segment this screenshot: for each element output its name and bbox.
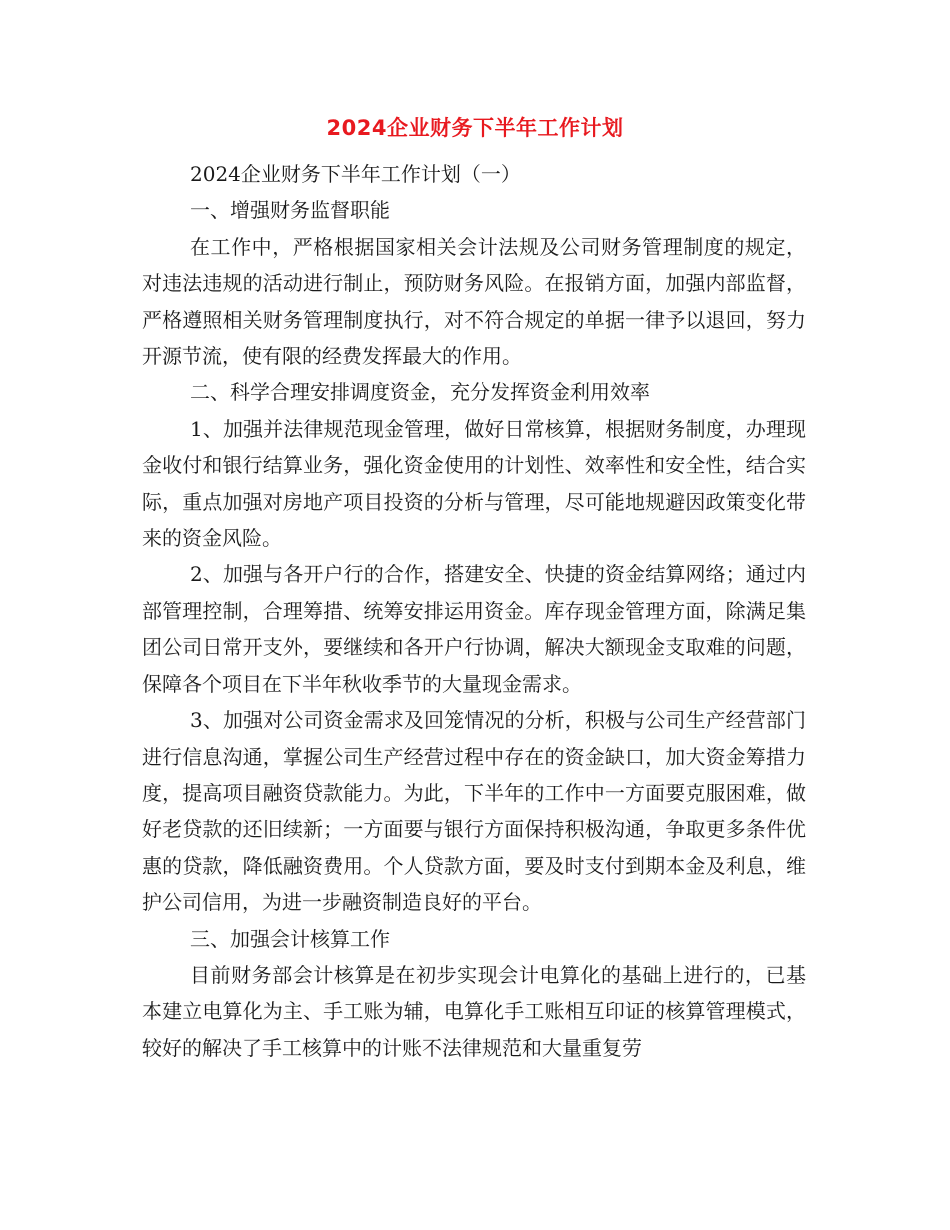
subtitle-paragraph: 2024企业财务下半年工作计划（一） bbox=[190, 162, 521, 186]
body-paragraph: 3、加强对公司资金需求及回笼情况的分析，积极与公司生产经营部门进行信息沟通，掌握公司生产经营过程中存在的资金缺口，加大资金筹措力度，提高项目融资贷款能力。为此，下半年的工作中一方面要克服困难，做好老贷款的还旧续新；一方面要与银行方面保持积极沟通，争取更多条件优惠的贷款，降低融资费用。个人贷款方面，要及时支付到期本金及利息，维护公司信用，为进一步融资制造良好的平台。 bbox=[142, 708, 806, 915]
document-title: 2024企业财务下半年工作计划 bbox=[326, 116, 624, 140]
section-heading-2: 二、科学合理安排调度资金，充分发挥资金利用效率 bbox=[190, 380, 650, 405]
body-paragraph: 1、加强并法律规范现金管理，做好日常核算，根据财务制度，办理现金收付和银行结算业务，强化资金使用的计划性、效率性和安全性，结合实际，重点加强对房地产项目投资的分析与管理，尽可能地规避因政策变化带来的资金风险。 bbox=[142, 416, 806, 551]
document-body bbox=[142, 156, 806, 1066]
body-paragraph: 目前财务部会计核算是在初步实现会计电算化的基础上进行的，已基本建立电算化为主、手工账为辅，电算化手工账相互印证的核算管理模式，较好的解决了手工核算中的计账不法律规范和大量重复劳 bbox=[142, 962, 806, 1060]
body-paragraph: 在工作中，严格根据国家相关会计法规及公司财务管理制度的规定，对违法违规的活动进行制止，预防财务风险。在报销方面，加强内部监督，严格遵照相关财务管理制度执行，对不符合规定的单据一律予以退回，努力开源节流，使有限的经费发挥最大的作用。 bbox=[142, 234, 806, 369]
body-paragraph: 2、加强与各开户行的合作，搭建安全、快捷的资金结算网络；通过内部管理控制，合理筹措、统筹安排运用资金。库存现金管理方面，除满足集团公司日常开支外，要继续和各开户行协调，解决大额现金支取难的问题，保障各个项目在下半年秋收季节的大量现金需求。 bbox=[142, 562, 806, 696]
section-heading-1: 一、增强财务监督职能 bbox=[190, 198, 390, 223]
section-heading-3: 三、加强会计核算工作 bbox=[190, 926, 390, 951]
